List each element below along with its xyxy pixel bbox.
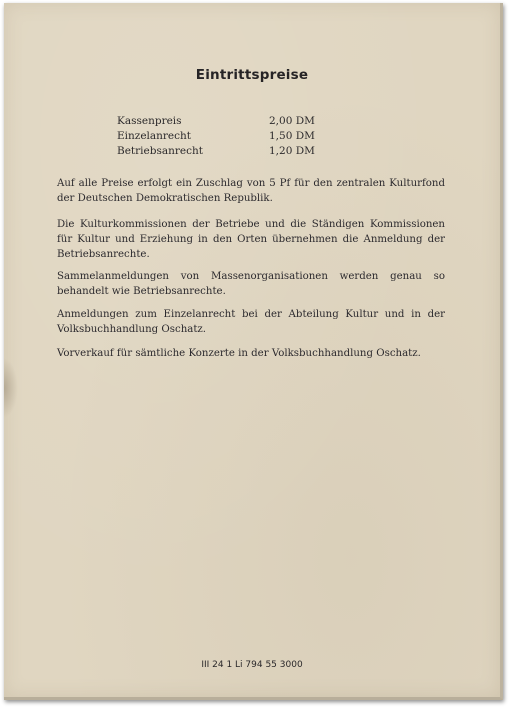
price-name: Betriebsanrecht: [117, 145, 203, 157]
price-row: [117, 144, 349, 159]
paragraph-surcharge: Auf alle Preise erfolgt ein Zuschlag von 5 Pf für den zentralen Kulturfond der Deutschen Demokratischen Republik.: [57, 178, 445, 205]
price-row: [117, 129, 349, 144]
paragraph-single-subscription: Anmeldungen zum Einzelanrecht bei der Abteilung Kultur und in der Volksbuchhandlung Oschatz.: [57, 309, 445, 336]
price-value: 1,20 DM: [269, 145, 315, 157]
print-code-footer: III 24 1 Li 794 55 3000: [201, 660, 303, 670]
page-title: Eintrittspreise: [195, 67, 309, 83]
paragraph-group-registration: Sammelanmeldungen von Massenorganisationen werden genau so behandelt wie Betriebsanrechte.: [57, 271, 445, 298]
paragraph-advance-sale: Vorverkauf für sämtliche Konzerte in der Volksbuchhandlung Oschatz.: [57, 348, 421, 360]
page-crease: [4, 358, 18, 418]
paper-page: [4, 3, 503, 700]
price-row: [117, 114, 349, 129]
price-value: 1,50 DM: [269, 130, 315, 142]
paragraph-registration: Die Kulturkommissionen der Betriebe und die Ständigen Kommissionen für Kultur und Erziehung in den Orten übernehmen die Anmeldung der Betriebsanrechte.: [57, 219, 445, 261]
price-name: Einzelanrecht: [117, 130, 192, 142]
price-value: 2,00 DM: [269, 115, 315, 127]
price-table: [117, 114, 349, 159]
price-name: Kassenpreis: [117, 115, 182, 127]
